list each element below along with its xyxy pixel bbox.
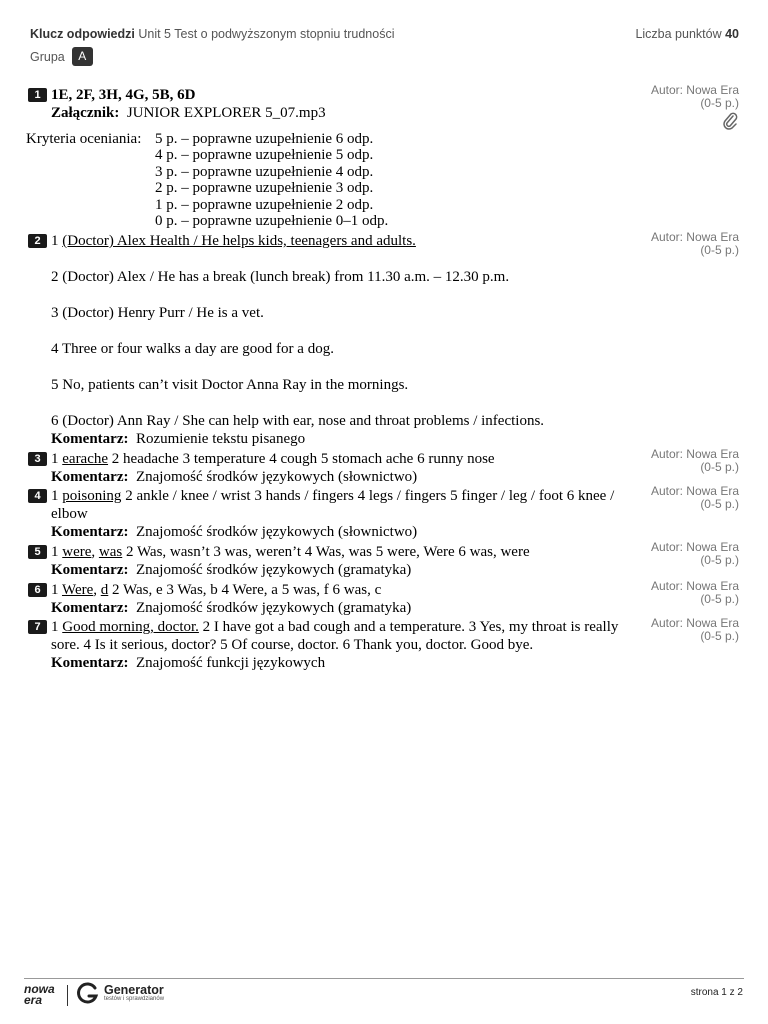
author-points: (0-5 p.) bbox=[700, 592, 739, 606]
author-name: Autor: Nowa Era bbox=[650, 83, 739, 97]
q1-author bbox=[651, 84, 739, 110]
points-label: Liczba punktów bbox=[635, 27, 722, 41]
attachment-file: JUNIOR EXPLORER 5_07.mp3 bbox=[126, 105, 326, 121]
q4-answers: 2 ankle / knee / wrist 3 hands / fingers 4 legs / fingers 5 finger / leg / foot 6 knee / elbow bbox=[51, 488, 615, 522]
comment-label: Komentarz: bbox=[51, 431, 129, 447]
q7-answers: 2 I have got a bad cough and a temperature. 3 Yes, my throat is really sore. 4 Is it serious, doctor? 5 Of course, doctor. 6 Thank you, doctor. Good bye. bbox=[51, 619, 619, 653]
logo-line-1: nowa bbox=[24, 982, 55, 996]
q5-answers: 2 Was, wasn’t 3 was, weren’t 4 Was, was 5 were, Were 6 was, were bbox=[122, 544, 530, 560]
comment-label: Komentarz: bbox=[51, 524, 129, 540]
paperclip-icon[interactable] bbox=[722, 112, 738, 130]
author-name: Autor: Nowa Era bbox=[650, 447, 739, 461]
q2-answer-2: 2 (Doctor) Alex / He has a break (lunch break) from 11.30 a.m. – 12.30 p.m. bbox=[51, 269, 510, 285]
grading-criteria bbox=[26, 131, 388, 229]
generator-tagline: testów i sprawdzianów bbox=[104, 996, 165, 1002]
author-points: (0-5 p.) bbox=[700, 96, 739, 110]
comment-text: Znajomość środków językowych (gramatyka) bbox=[135, 600, 412, 616]
q7-author bbox=[651, 617, 739, 643]
answer-index: 1 bbox=[51, 619, 63, 635]
author-name: Autor: Nowa Era bbox=[650, 230, 739, 244]
answer-index: 1 bbox=[51, 233, 63, 249]
q1-answer: 1E, 2F, 3H, 4G, 5B, 6D bbox=[51, 87, 196, 103]
group-indicator bbox=[30, 47, 93, 66]
group-label: Grupa bbox=[30, 49, 65, 64]
question-2 bbox=[28, 232, 628, 448]
example-answer-2: d bbox=[100, 582, 109, 598]
q2-author bbox=[651, 231, 739, 257]
criteria-item: 5 p. – poprawne uzupełnienie 6 odp. bbox=[155, 131, 374, 147]
criteria-item: 4 p. – poprawne uzupełnienie 5 odp. bbox=[155, 147, 374, 164]
comment-text: Znajomość środków językowych (słownictwo) bbox=[135, 524, 418, 540]
question-number-badge: 6 bbox=[28, 583, 47, 597]
criteria-label: Kryteria oceniania: bbox=[26, 131, 142, 147]
group-badge: A bbox=[72, 47, 93, 66]
points-value: 40 bbox=[725, 27, 739, 41]
answer-index: 1 bbox=[51, 544, 63, 560]
comment-text: Znajomość funkcji językowych bbox=[135, 655, 326, 671]
comment-label: Komentarz: bbox=[51, 562, 129, 578]
question-number-badge: 4 bbox=[28, 489, 47, 503]
total-points bbox=[635, 27, 739, 41]
q6-author bbox=[651, 580, 739, 606]
comment-text: Znajomość środków językowych (gramatyka) bbox=[135, 562, 412, 578]
q2-answer-5: 5 No, patients can’t visit Doctor Anna Ray in the mornings. bbox=[51, 377, 409, 393]
comment-label: Komentarz: bbox=[51, 469, 129, 485]
test-name: Unit 5 Test o podwyższonym stopniu trudności bbox=[138, 27, 395, 41]
answer-key-label: Klucz odpowiedzi bbox=[30, 27, 135, 41]
example-answer-1: were bbox=[62, 544, 92, 560]
example-answer: poisoning bbox=[62, 488, 122, 504]
question-1 bbox=[28, 86, 628, 122]
criteria-item: 0 p. – poprawne uzupełnienie 0–1 odp. bbox=[155, 213, 389, 230]
q2-answer-1: (Doctor) Alex Health / He helps kids, teenagers and adults. bbox=[62, 233, 416, 249]
question-5 bbox=[28, 543, 628, 579]
criteria-item: 1 p. – poprawne uzupełnienie 2 odp. bbox=[155, 196, 374, 213]
q5-author bbox=[651, 541, 739, 567]
logo-line-2: era bbox=[24, 993, 43, 1007]
page-number: strona 1 z 2 bbox=[690, 987, 743, 998]
author-points: (0-5 p.) bbox=[700, 460, 739, 474]
author-name: Autor: Nowa Era bbox=[650, 484, 739, 498]
question-number-badge: 1 bbox=[28, 88, 47, 102]
generator-g-icon bbox=[76, 982, 100, 1006]
q4-author bbox=[651, 485, 739, 511]
document-title bbox=[30, 27, 395, 41]
q3-answers: 2 headache 3 temperature 4 cough 5 stomach ache 6 runny nose bbox=[108, 451, 495, 467]
logo-separator bbox=[67, 985, 68, 1006]
q2-answer-3: 3 (Doctor) Henry Purr / He is a vet. bbox=[51, 305, 264, 321]
criteria-item: 3 p. – poprawne uzupełnienie 4 odp. bbox=[155, 163, 374, 180]
question-number-badge: 2 bbox=[28, 234, 47, 248]
footer-divider bbox=[24, 978, 744, 979]
question-4 bbox=[28, 487, 628, 541]
q2-answer-4: 4 Three or four walks a day are good for a dog. bbox=[51, 341, 334, 357]
question-number-badge: 5 bbox=[28, 545, 47, 559]
comment-text: Znajomość środków językowych (słownictwo) bbox=[135, 469, 418, 485]
answer-index: 1 bbox=[51, 451, 63, 467]
nowa-era-logo bbox=[24, 984, 55, 1006]
question-number-badge: 7 bbox=[28, 620, 47, 634]
question-3 bbox=[28, 450, 628, 486]
question-number-badge: 3 bbox=[28, 452, 47, 466]
comment-label: Komentarz: bbox=[51, 600, 129, 616]
question-6 bbox=[28, 581, 628, 617]
criteria-list bbox=[155, 131, 388, 229]
author-name: Autor: Nowa Era bbox=[650, 616, 739, 630]
criteria-item: 2 p. – poprawne uzupełnienie 3 odp. bbox=[155, 180, 374, 197]
generator-logo-text: Generator bbox=[104, 983, 164, 997]
author-points: (0-5 p.) bbox=[700, 497, 739, 511]
author-points: (0-5 p.) bbox=[700, 243, 739, 257]
comment-text: Rozumienie tekstu pisanego bbox=[135, 431, 306, 447]
example-answer-1: Were bbox=[61, 582, 94, 598]
separator: , bbox=[91, 544, 99, 560]
q2-answer-6: 6 (Doctor) Ann Ray / She can help with ear, nose and throat problems / infections. bbox=[51, 413, 545, 429]
author-name: Autor: Nowa Era bbox=[650, 540, 739, 554]
separator: , bbox=[93, 582, 101, 598]
example-answer-2: was bbox=[98, 544, 123, 560]
attachment-label: Załącznik: bbox=[51, 105, 120, 121]
q6-answers: 2 Was, e 3 Was, b 4 Were, a 5 was, f 6 was, c bbox=[108, 582, 382, 598]
example-answer: Good morning, doctor. bbox=[62, 619, 199, 635]
answer-index: 1 bbox=[51, 488, 63, 504]
author-points: (0-5 p.) bbox=[700, 629, 739, 643]
author-name: Autor: Nowa Era bbox=[650, 579, 739, 593]
example-answer: earache bbox=[62, 451, 109, 467]
answer-index: 1 bbox=[51, 582, 62, 598]
question-7 bbox=[28, 618, 628, 672]
comment-label: Komentarz: bbox=[51, 655, 129, 671]
author-points: (0-5 p.) bbox=[700, 553, 739, 567]
q3-author bbox=[651, 448, 739, 474]
